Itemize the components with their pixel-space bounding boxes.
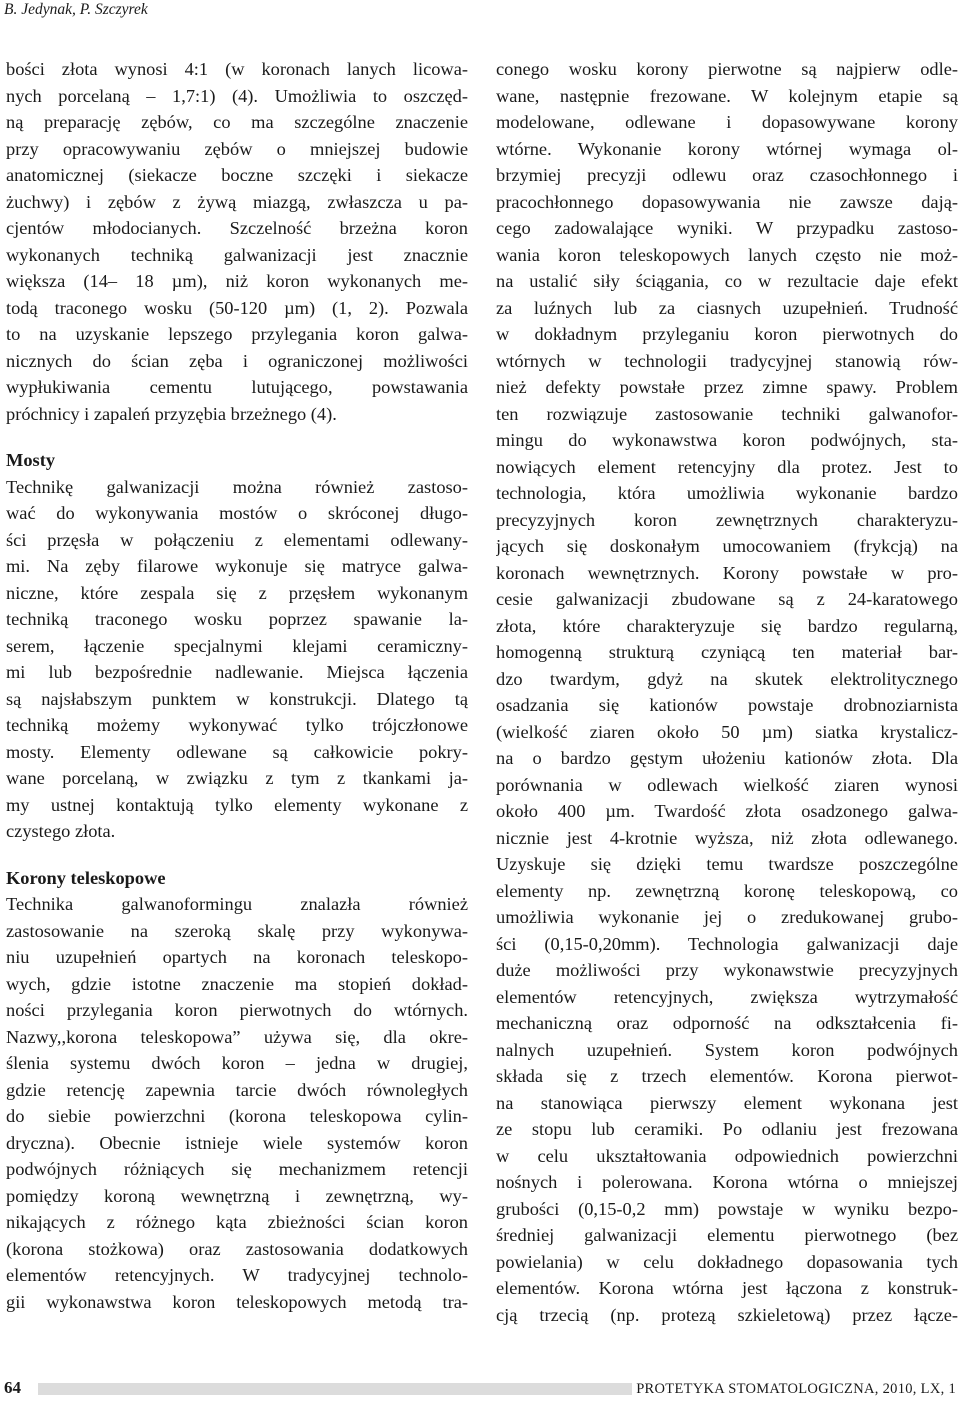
journal-reference: PROTETYKA STOMATOLOGICZNA, 2010, LX, 1 (636, 1381, 956, 1397)
text-line: powielania) w celu dokładnego dopasowania tych (496, 1251, 958, 1272)
text-line: ślenia systemu dwóch koron – jedna w drugiej, (6, 1053, 468, 1073)
text-line: nikających z różnego kąta zbieżności ścian koron (6, 1212, 468, 1232)
section-heading-korony-teleskopowe: Korony teleskopowe (6, 867, 166, 888)
text-line: ze stopu lub ceramiki. Po odlaniu jest frezowana (496, 1119, 958, 1139)
text-line: todą traconego wosku (50-120 µm) (1, 2). Pozwala (6, 297, 468, 318)
page-number: 64 (4, 1378, 21, 1397)
section-gap (6, 845, 468, 865)
text-line: próchnicy i zapaleń przyzębia brzeżnego (4). (6, 403, 337, 424)
text-line: elementów retencyjnych, zwiększa wytrzymałość (496, 986, 958, 1007)
text-line: żuchwy) i zębów z żywą miazgą, zwłaszcza u pa- (6, 191, 468, 212)
text-line: podwójnych różniących się mechanizmem retencji (6, 1159, 468, 1179)
text-line: elementów retencyjnych. W tradycyjnej technolo- (6, 1265, 468, 1285)
text-line: mingu do wykonawstwa koron podwójnych, sta- (496, 430, 958, 450)
text-line: złota, które charakteryzuje się bardzo regularną, (496, 615, 958, 636)
text-line: w celu ukształtowania odpowiednich powierzchni (496, 1145, 958, 1166)
text-line: nych porcelaną – 1,7:1) (4). Umożliwia to oszczęd- (6, 85, 468, 106)
text-line: nicznych do ścian zęba i ograniczonej możliwości (6, 350, 468, 371)
text-line: (korona stożkowa) oraz zastosowania dodatkowych (6, 1238, 468, 1259)
text-line: mechaniczną oraz odporność na odkształcenia fi- (496, 1013, 958, 1033)
text-line: precyzyjnych koron zewnętrznych charakteryzu- (496, 509, 958, 530)
text-line: koronach wewnętrznych. Korony powstałe w pro- (496, 562, 958, 583)
text-line: czystego złota. (6, 821, 116, 841)
page-footer (0, 1376, 960, 1400)
text-line: umożliwia wykonanie jej o zredukowanej grubo- (496, 907, 958, 927)
text-line: technologia, która umożliwia wykonanie bardzo (496, 483, 958, 503)
text-line: wane porcelaną, w związku z tym z tkankami ja- (6, 768, 468, 788)
text-line: ną preparację zębów, co ma szczególne znaczenie (6, 112, 468, 132)
text-line: wych, gdzie istotne znaczenie ma stopień dokład- (6, 973, 468, 994)
text-line: serem, łączenie specjalnymi klejami ceramiczny- (6, 635, 468, 656)
text-line: mi. Na zęby filarowe wykonuje się matryce galwa- (6, 556, 468, 576)
paragraph-korony-teleskopowe (6, 891, 468, 1315)
text-line: Nazwy,,korona teleskopowa” używa się, dla okre- (6, 1026, 468, 1047)
text-line: wane, następnie frezowane. W kolejnym etapie są (496, 85, 958, 106)
text-line: niczne, które zespala się z przęsłem wykonanym (6, 582, 468, 603)
text-line: conego wosku korony pierwotne są najpierw odle- (496, 59, 958, 79)
text-line: do siebie powierzchni (korona teleskopowa cylin- (6, 1106, 468, 1126)
text-line: pomiędzy koroną wewnętrzną i zewnętrzną, wy- (6, 1185, 468, 1206)
text-line: wtórnych w technologii tradycyjnej stanowią rów- (496, 350, 958, 371)
text-line: nież defekty powstałe przez zimne spawy. Problem (496, 377, 958, 397)
text-line: jących się doskonałym umocowaniem (frykcją) na (496, 536, 958, 556)
right-column (496, 56, 958, 1328)
section-heading-mosty: Mosty (6, 450, 56, 470)
text-line: homogenną strukturą czyniącą ten materiał bar- (496, 642, 958, 662)
text-line: większa (14– 18 µm), niż koron wykonanych me- (6, 271, 468, 291)
text-line: mosty. Elementy odlewane są całkowicie pokry- (6, 741, 468, 762)
text-line: nośnych i polerowana. Korona wtórna o mniejszej (496, 1172, 958, 1192)
text-line: pracochłonnego dopasowywania nie zawsze dają- (496, 191, 958, 212)
text-line: nalnych uzupełnień. System koron podwójnych (496, 1039, 958, 1060)
text-line: są najsłabszym punktem w konstrukcji. Dlatego tą (6, 688, 468, 709)
text-line: na ustalić siły ściągania, co w rezultacie daje efekt (496, 271, 958, 291)
text-line: składa się z trzech elementów. Korona pierwot- (496, 1066, 958, 1086)
text-line: anatomicznej (siekacze boczne szczęki i siekacze (6, 165, 468, 185)
text-line: gii wykonawstwa koron teleskopowych metodą tra- (6, 1291, 468, 1312)
text-line: przy opracowywaniu zębów o mniejszej budowie (6, 138, 468, 159)
text-line: techniką traconego wosku poprzez spawanie la- (6, 609, 468, 629)
text-line: elementów. Korona wtórna jest łączona z konstruk- (496, 1278, 958, 1298)
text-line: ści (0,15-0,20mm). Technologia galwanizacji daje (496, 933, 958, 954)
text-line: cesie galwanizacji zbudowane są z 24-karatowego (496, 589, 958, 609)
text-line: ności przylegania koron pierwotnych do wtórnych. (6, 1000, 468, 1020)
text-line: wypłukiwania cementu lutującego, powstawania (6, 377, 468, 397)
paragraph-mosty (6, 474, 468, 845)
text-line: porównania w odlewach wielkość ziaren wynosi (496, 774, 958, 795)
text-line: duże możliwości przy wykonawstwie precyzyjnych (496, 960, 958, 980)
text-line: około 400 µm. Twardość złota osadzonego galwa- (496, 801, 958, 821)
text-line: na o bardzo gęstym ułożeniu kationów złota. Dla (496, 748, 958, 768)
text-line: niu uzupełnień opartych na koronach teleskopo- (6, 947, 468, 967)
text-line: brzymiej precyzji odlewu oraz czasochłonnego i (496, 165, 958, 185)
text-line: dzo twardym, gdyż na skutek elektrolitycznego (496, 668, 958, 689)
text-line: zastosowanie na szeroką skalę przy wykonywa- (6, 920, 468, 941)
paragraph-gold-thickness (6, 56, 468, 427)
text-line: gdzie retencję zapewnia tarcie dwóch równoległych (6, 1079, 468, 1100)
text-line: elementy np. zewnętrzną koronę teleskopową, co (496, 880, 958, 901)
text-line: nicznie jest 4-krotnie wyższa, niż złota odlewanego. (496, 827, 958, 848)
text-line: bości złota wynosi 4:1 (w koronach lanych licowa- (6, 59, 468, 79)
text-line: ści przęsła w połączeniu z elementami odlewany- (6, 529, 468, 550)
text-line: to na uzyskanie lepszego przylegania koron galwa- (6, 324, 468, 344)
paragraph-continued (496, 56, 958, 1328)
text-line: (wielkość ziaren około 50 µm) siatka krystalicz- (496, 721, 958, 742)
text-line: Uzyskuje się dzięki temu twardsze poszczególne (496, 854, 958, 874)
text-line: mi lub bezpośrednie nadlewanie. Miejsca łączenia (6, 662, 468, 682)
text-line: ten rozwiązuje zastosowanie techniki galwanofor- (496, 403, 958, 424)
text-line: wykonanych techniką galwanizacji jest znacznie (6, 244, 468, 265)
text-line: wania koron teleskopowych lanych często nie moż- (496, 244, 958, 265)
text-line: modelowane, odlewane i dopasowywane korony (496, 112, 958, 132)
text-line: cego zadowalające wyniki. W przypadku zastoso- (496, 218, 958, 238)
footer-rule (38, 1383, 632, 1395)
left-column (6, 56, 468, 1315)
section-gap (6, 427, 468, 447)
text-line: Technikę galwanizacji można również zastoso- (6, 476, 468, 497)
text-line: Technika galwanoformingu znalazła również (6, 894, 468, 914)
text-line: wtórne. Wykonanie korony wtórnej wymaga ol- (496, 138, 958, 159)
text-line: cją trzecią (np. protezą szkieletową) przez łącze- (496, 1304, 958, 1325)
running-head: B. Jedynak, P. Szczyrek (4, 1, 148, 18)
text-line: my ustnej kontaktują tylko elementy wykonane z (6, 794, 468, 815)
text-line: za luźnych lub za ciasnych uzupełnień. Trudność (496, 297, 958, 318)
text-line: wać do wykonywania mostów o skróconej długo- (6, 503, 468, 523)
text-line: na stanowiąca pierwszy element wykonana jest (496, 1092, 958, 1113)
text-line: osadzania się kationów powstaje drobnoziarnista (496, 695, 958, 715)
text-line: grubości (0,15-0,2 mm) powstaje w wyniku bezpo- (496, 1198, 958, 1219)
text-line: techniką możemy wykonywać tylko trójczłonowe (6, 715, 468, 735)
text-line: dryczna). Obecnie istnieje wiele systemów koron (6, 1132, 468, 1153)
text-line: cjentów młodocianych. Szczelność brzeżna koron (6, 218, 468, 238)
text-line: nowiących element retencyjny dla protez. Jest to (496, 456, 958, 477)
text-line: średniej galwanizacji elementu pierwotnego (bez (496, 1225, 958, 1245)
text-line: w dokładnym przyleganiu koron pierwotnych do (496, 324, 958, 344)
